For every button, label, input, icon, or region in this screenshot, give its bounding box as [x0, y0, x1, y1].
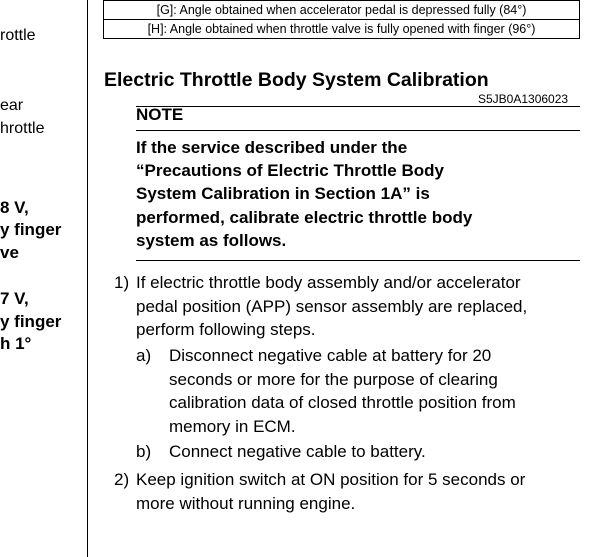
- left-fragment-line: ve: [0, 243, 19, 262]
- left-fragment-line: 8 V,: [0, 198, 29, 217]
- substep-line: memory in ECM.: [169, 416, 296, 436]
- note-title-rule: [136, 130, 580, 131]
- left-fragment-line: y finger: [0, 220, 62, 239]
- left-column-fragment: [0, 0, 88, 557]
- column-divider: [87, 0, 88, 557]
- step-number: 2): [114, 470, 130, 489]
- substep-letter: a): [136, 346, 152, 365]
- substep-line: calibration data of closed throttle position from: [169, 393, 516, 412]
- left-fragment-line: hrottle: [0, 120, 45, 137]
- note-top-rule: [136, 106, 580, 107]
- substep-line: Disconnect negative cable at battery for 20: [169, 346, 492, 365]
- substep-line: seconds or more for the purpose of clearing: [169, 369, 498, 389]
- step-line: perform following steps.: [136, 320, 316, 339]
- step-line: If electric throttle body assembly and/or accelerator: [136, 273, 521, 292]
- step-text: [136, 468, 591, 515]
- figure-caption-table: [103, 0, 580, 39]
- step-line: Keep ignition switch at ON position for 5 seconds or: [136, 470, 526, 489]
- caption-cell: [H]: Angle obtained when throttle valve is fully opened with finger (96°): [104, 20, 580, 39]
- left-fragment-line: rottle: [0, 27, 36, 44]
- substep-text: [169, 344, 589, 438]
- step-line: more without running engine.: [136, 493, 356, 513]
- note-bottom-rule: [136, 260, 580, 261]
- step-number: 1): [114, 273, 130, 292]
- note-body: [136, 136, 556, 252]
- left-fragment-line: ear: [0, 97, 24, 114]
- left-fragment-line: 7 V,: [0, 289, 29, 308]
- substep-text: [169, 440, 589, 464]
- step-text: [136, 271, 586, 342]
- note-title: NOTE: [136, 105, 184, 124]
- caption-row: [104, 20, 580, 39]
- caption-cell: [G]: Angle obtained when accelerator pedal is depressed fully (84°): [104, 1, 580, 20]
- left-fragment-line: y finger: [0, 312, 62, 331]
- note-line: If the service described under the: [136, 138, 408, 157]
- caption-row: [104, 1, 580, 20]
- note-line: system as follows.: [136, 230, 287, 250]
- note-line: “Precautions of Electric Throttle Body: [136, 161, 444, 181]
- substep-letter: b): [136, 442, 152, 461]
- substep-line: Connect negative cable to battery.: [169, 442, 426, 461]
- note-line: performed, calibrate electric throttle body: [136, 207, 473, 227]
- section-code: S5JB0A1306023: [478, 92, 569, 106]
- step-line: pedal position (APP) sensor assembly are replaced,: [136, 296, 528, 316]
- note-line: System Calibration in Section 1A” is: [136, 184, 430, 204]
- section-title: Electric Throttle Body System Calibration: [104, 69, 489, 91]
- left-fragment-line: h 1°: [0, 334, 32, 353]
